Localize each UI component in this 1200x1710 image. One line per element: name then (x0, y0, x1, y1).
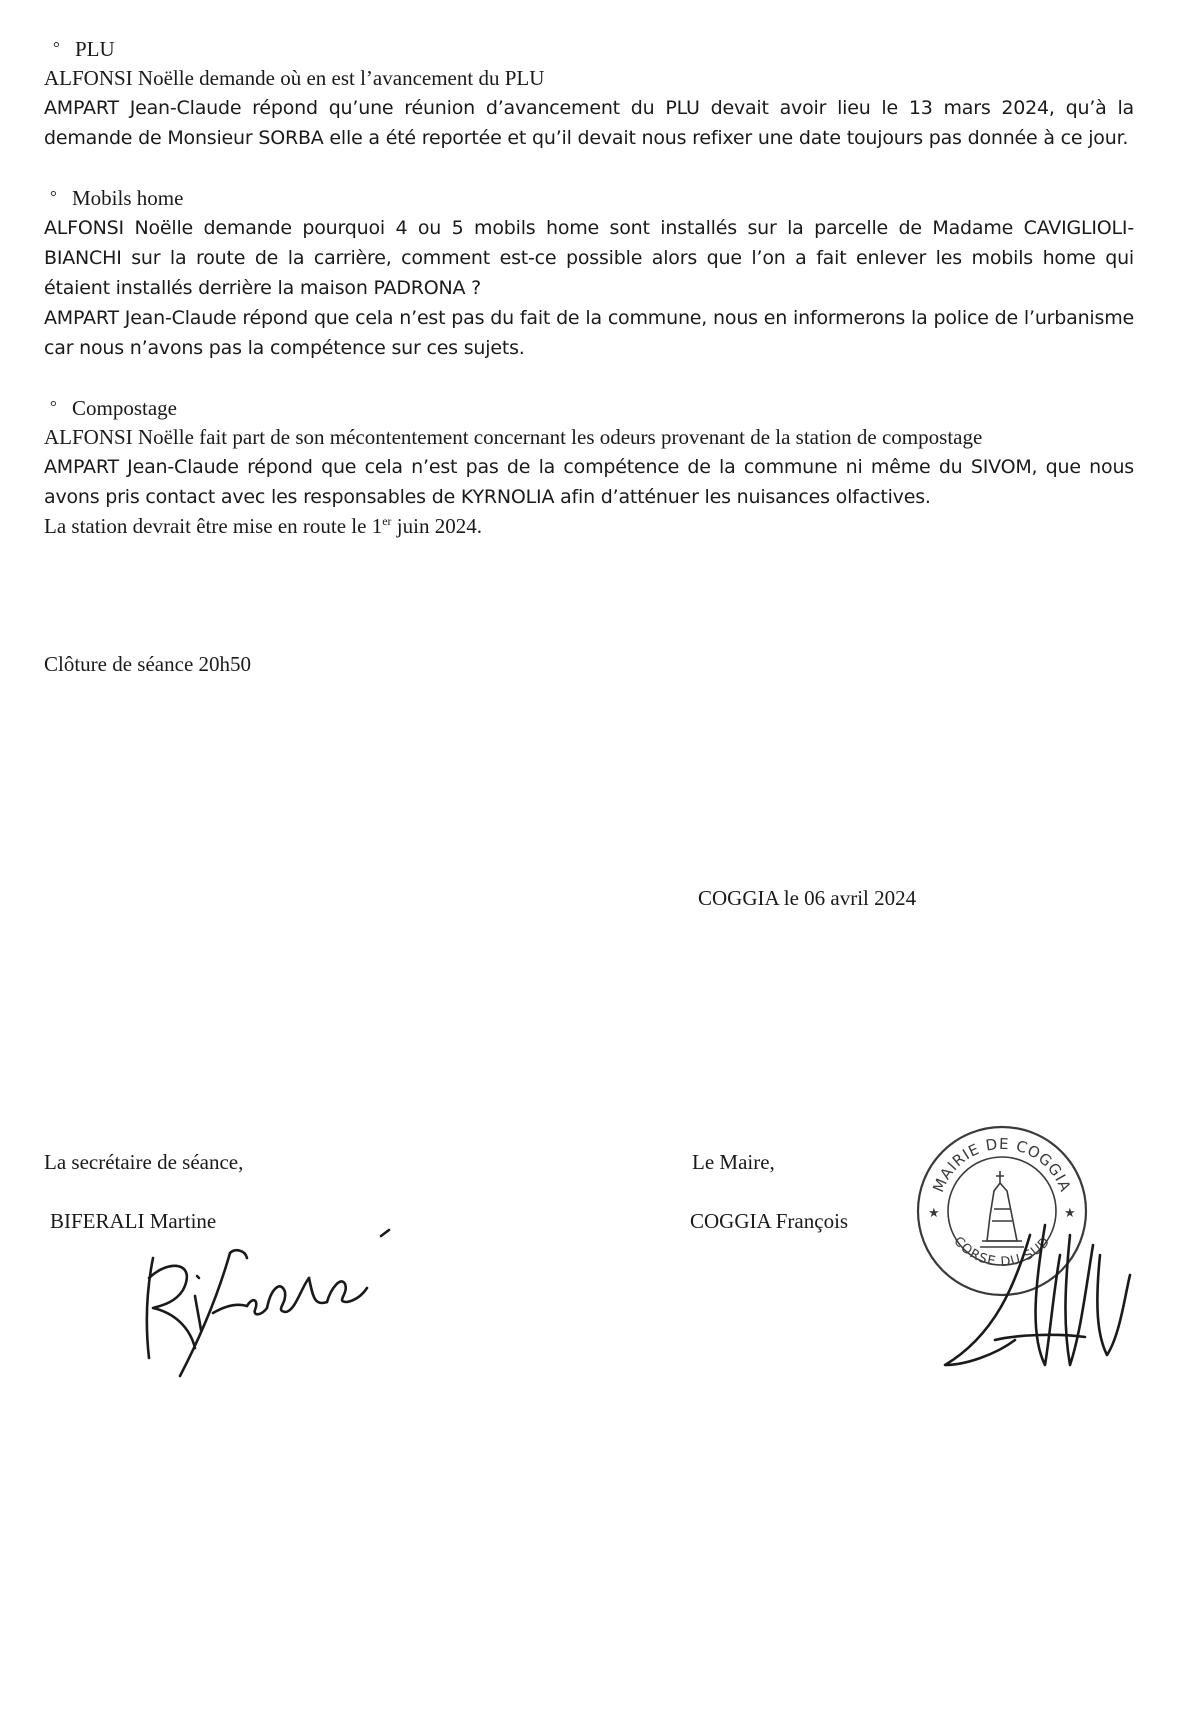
paragraph (44, 452, 1134, 512)
section-title: Compostage (72, 396, 177, 420)
section-heading-plu (44, 33, 1134, 64)
seal-bottom-text: CORSE DU SUD (950, 1234, 1054, 1271)
paragraph (44, 303, 1134, 363)
svg-text:★: ★ (928, 1205, 940, 1220)
section-title: Mobils home (72, 186, 184, 210)
mayor-signature-icon (935, 1215, 1145, 1415)
secretary-role: La secrétaire de séance, (44, 1150, 244, 1174)
svg-text:★: ★ (1064, 1205, 1076, 1220)
minutes-body (44, 33, 1134, 541)
secretary-signature-icon (135, 1218, 405, 1388)
bullet-icon: ° (53, 38, 60, 57)
bullet-icon: ° (50, 187, 57, 206)
closing-line: La station devrait être mise en route le 1er juin 2024. (44, 514, 482, 538)
place-date: COGGIA le 06 avril 2024 (698, 886, 917, 910)
paragraph (44, 213, 1134, 303)
section-heading-compostage (44, 392, 1134, 423)
paragraph (44, 93, 1134, 153)
mayor-name: COGGIA François (690, 1209, 849, 1233)
bullet-icon: ° (50, 397, 57, 416)
closure-text: Clôture de séance 20h50 (44, 652, 252, 676)
paragraph: ALFONSI Noëlle fait part de son mécontentement concernant les odeurs provenant de la station de compostage (44, 425, 983, 449)
paragraph-text: AMPART Jean-Claude répond qu’une réunion d’avancement du PLU devait avoir lieu le 13 mars 2024, qu’à la demande de Monsieur SORBA elle a été reportée et qu’il devait nous refixer une date toujours pas donnée à ce jour. (44, 97, 1134, 149)
seal-top-text: MAIRIE DE COGGIA (929, 1134, 1075, 1195)
mayor-role: Le Maire, (692, 1150, 775, 1174)
section-heading-mobils-home (44, 182, 1134, 213)
paragraph-text: AMPART Jean-Claude répond que cela n’est pas de la compétence de la commune ni même du SIVOM, que nous avons pris contact avec les responsables de KYRNOLIA afin d’atténuer les nuisances olfactives. (44, 456, 1134, 508)
paragraph: ALFONSI Noëlle demande où en est l’avancement du PLU (44, 66, 545, 90)
paragraph-text: AMPART Jean-Claude répond que cela n’est pas du fait de la commune, nous en informerons la police de l’urbanisme car nous n’avons pas la compétence sur ces sujets. (44, 307, 1134, 359)
paragraph-text: ALFONSI Noëlle demande pourquoi 4 ou 5 mobils home sont installés sur la parcelle de Madame CAVIGLIOLI-BIANCHI sur la route de la carrière, comment est-ce possible alors que l’on a fait enlever les mobils home qui étaient installés derrière la maison PADRONA ? (44, 217, 1134, 299)
secretary-name: BIFERALI Martine (50, 1209, 217, 1233)
section-title: PLU (75, 37, 115, 61)
